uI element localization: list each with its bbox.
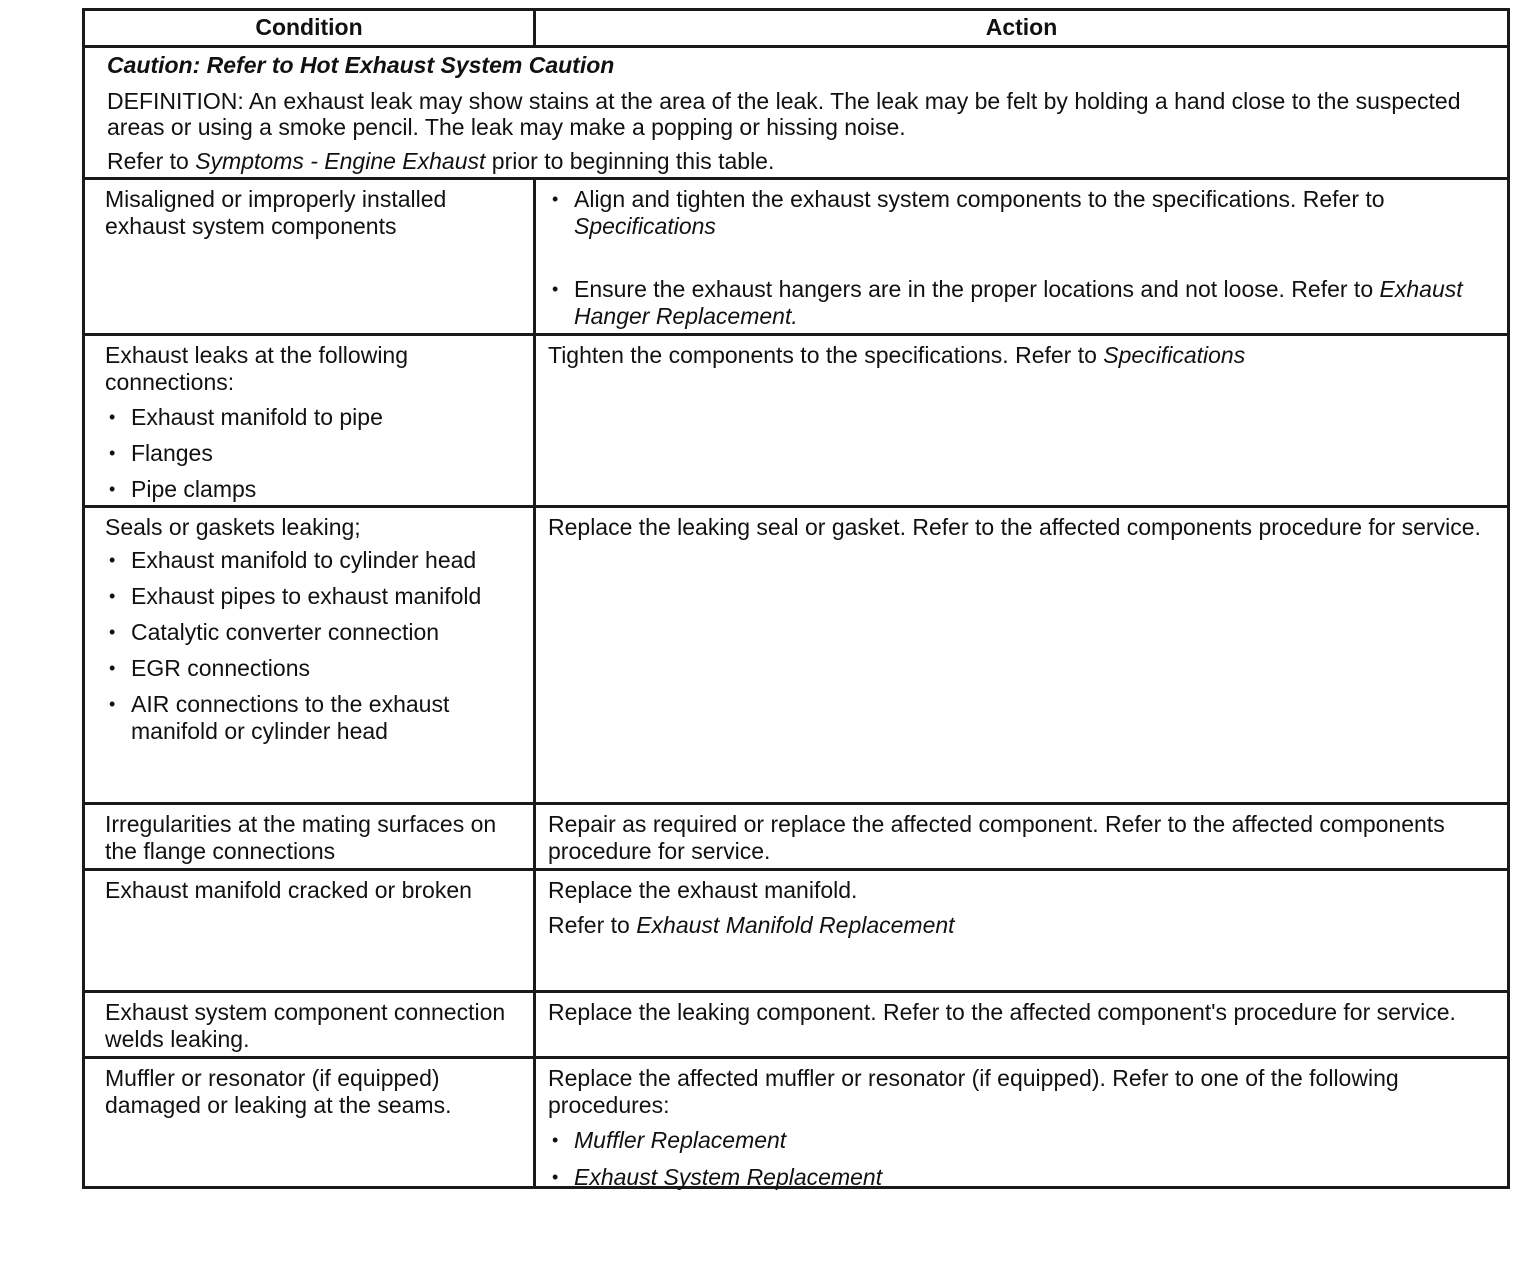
action-cell xyxy=(536,180,1507,333)
condition-cell: Exhaust manifold cracked or broken xyxy=(85,871,536,990)
condition-cell: Irregularities at the mating surfaces on the flange connections xyxy=(85,805,536,868)
table-row xyxy=(85,336,1507,508)
diagnostic-table xyxy=(82,8,1510,1189)
specifications-reference: Specifications xyxy=(574,213,716,239)
manifold-replacement-reference: Exhaust Manifold Replacement xyxy=(636,912,955,938)
condition-cell: Seals or gaskets leaking; • Exhaust manifold to cylinder head • Exhaust pipes to exhaust manifold • Catalytic converter connection • EGR connections • AIR connections to the exhaust manifold or cylinder head xyxy=(85,508,536,802)
table-row xyxy=(85,993,1507,1059)
condition-cell: Muffler or resonator (if equipped) damaged or leaking at the seams. xyxy=(85,1059,536,1186)
condition-bullet: • Exhaust pipes to exhaust manifold xyxy=(105,583,519,610)
definition-text: DEFINITION: An exhaust leak may show stains at the area of the leak. The leak may be felt by holding a hand close to the suspected areas or using a smoke pencil. The leak may make a popping or hissing noise. xyxy=(107,88,1461,140)
table-row xyxy=(85,1059,1507,1190)
condition-bullet: • Exhaust manifold to cylinder head xyxy=(105,547,519,574)
action-cell: Replace the leaking seal or gasket. Refer to the affected components procedure for service. xyxy=(548,514,1481,540)
action-cell: Replace the leaking component. Refer to the affected component's procedure for service. xyxy=(548,999,1456,1025)
action-cell: Tighten the components to the specifications. Refer to Specifications xyxy=(548,342,1246,368)
action-bullet: • Align and tighten the exhaust system components to the specifications. Refer to Specifications xyxy=(548,186,1487,240)
hanger-replacement-reference: Exhaust Hanger Replacement. xyxy=(574,276,1463,329)
condition-cell: Exhaust system component connection welds leaking. xyxy=(85,993,536,1056)
table-row xyxy=(85,871,1507,993)
condition-bullet: • Flanges xyxy=(105,440,519,467)
exhaust-system-replacement-reference: • Exhaust System Replacement xyxy=(548,1164,1487,1191)
condition-bullet: • Pipe clamps xyxy=(105,476,519,503)
header-condition: Condition xyxy=(85,11,536,45)
table-header xyxy=(85,11,1507,48)
muffler-replacement-reference: • Muffler Replacement xyxy=(548,1127,1487,1154)
condition-bullet: • Exhaust manifold to pipe xyxy=(105,404,519,431)
table-row xyxy=(85,508,1507,805)
header-action: Action xyxy=(985,14,1058,40)
specifications-reference: Specifications xyxy=(1103,342,1246,368)
condition-bullet: • Catalytic converter connection xyxy=(105,619,519,646)
symptoms-reference: Symptoms - Engine Exhaust xyxy=(195,148,486,174)
action-cell: Repair as required or replace the affected component. Refer to the affected components procedure for service. xyxy=(548,811,1445,864)
condition-cell: Exhaust leaks at the following connections: • Exhaust manifold to pipe • Flanges • Pipe clamps xyxy=(85,336,536,505)
action-bullet: • Ensure the exhaust hangers are in the proper locations and not loose. Refer to Exhaust Hanger Replacement. xyxy=(548,276,1487,330)
caution-text: Caution: Refer to Hot Exhaust System Caution xyxy=(107,52,615,78)
table-row xyxy=(85,805,1507,871)
action-cell: Replace the exhaust manifold. Refer to Exhaust Manifold Replacement xyxy=(548,877,955,938)
intro-row xyxy=(85,48,1507,180)
condition-bullet: • AIR connections to the exhaust manifold or cylinder head xyxy=(105,691,519,745)
condition-cell: Misaligned or improperly installed exhaust system components xyxy=(85,180,536,333)
action-cell: Replace the affected muffler or resonator (if equipped). Refer to one of the following procedures: • Muffler Replacement • Exhaust System Replacement xyxy=(536,1059,1507,1186)
table-row xyxy=(85,180,1507,336)
refer-line: Refer to Symptoms - Engine Exhaust prior to beginning this table. xyxy=(107,148,775,174)
condition-bullet: • EGR connections xyxy=(105,655,519,682)
